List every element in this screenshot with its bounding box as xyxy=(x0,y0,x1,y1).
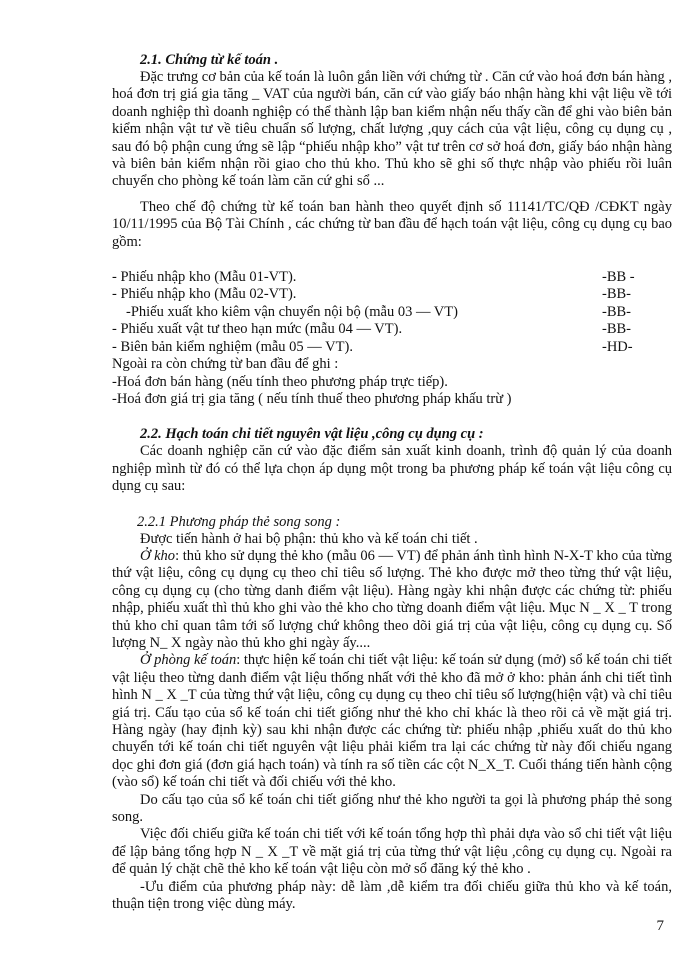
list-item xyxy=(112,339,672,356)
section-2-2-1-para1: Được tiến hành ở hai bộ phận: thủ kho và kế toán chi tiết . xyxy=(140,530,478,547)
extra-intro: Ngoài ra còn chứng từ ban đầu để ghi : xyxy=(112,356,339,373)
section-2-1-para2: Theo chế độ chứng từ kế toán ban hành theo quyết định số 11141/TC/QĐ /CĐKT ngày 10/11/1995 của Bộ Tài Chính , các chứng từ ban đầu để hạch toán vật liệu, công cụ dụng cụ bao gồm: xyxy=(112,198,672,250)
section-2-2-1-title: 2.2.1 Phương pháp thẻ song song : xyxy=(137,513,341,530)
list-item xyxy=(112,269,672,286)
list-item-label: - Phiếu xuất vật tư theo hạn mức (mẫu 04 — VT). xyxy=(112,321,403,338)
list-item-code: -BB- xyxy=(602,303,631,320)
list-item xyxy=(112,286,672,303)
paragraph-viec-doi-chieu: Việc đối chiếu giữa kế toán chi tiết với kế toán tổng hợp thì phải dựa vào sổ chi tiết vật liệu để lập bảng tổng hợp N _ X _T về mặt giá trị của từng thứ vật liệu ,công cụ dụng cụ. Ngoài ra để quản lý chặt chẽ thẻ kho kế toán vật liệu còn mở sổ đăng ký thẻ kho . xyxy=(112,826,672,878)
paragraph-uu-diem: -Ưu điểm của phương pháp này: dễ làm ,dễ kiểm tra đối chiếu giữa thủ kho và kế toán, thuận tiện trong việc dùng máy. xyxy=(112,878,672,913)
kho-paragraph xyxy=(112,548,672,652)
document-list xyxy=(112,269,672,356)
section-2-1-title: 2.1. Chứng từ kế toán . xyxy=(140,52,279,68)
extra-item-2: -Hoá đơn giá trị gia tăng ( nếu tính thuế theo phương pháp khấu trừ ) xyxy=(112,390,512,407)
extra-item-1: -Hoá đơn bán hàng (nếu tính theo phương pháp trực tiếp). xyxy=(112,373,448,390)
section-2-2-para1: Các doanh nghiệp căn cứ vào đặc điểm sản xuất kinh doanh, trình độ quản lý của doanh nghiệp mình từ đó có thể lựa chọn áp dụng một trong ba phương pháp kế toán vật liệu công cụ dụng cụ sau: xyxy=(112,443,672,495)
section-2-1-para1: Đặc trưng cơ bản của kế toán là luôn gắn liền với chứng từ . Căn cứ vào hoá đơn bán hàng , hoá đơn trị giá gia tăng _ VAT của người bán, căn cứ vào giấy báo nhận hàng khi vật liệu về tới doanh nghiệp thì doanh nghiệp có thể thành lập ban kiểm nhận nếu thấy cần để ghi vào biên bản kiểm nhận vật tư về tiêu chuẩn số lượng, chất lượng ,quy cách của vật liệu, công cụ dụng cụ , sau đó bộ phận cung ứng sẽ lập “phiếu nhập kho” vật tư trên cơ sở hoá đơn, giấy báo nhận hàng và biên bản kiểm nhận rồi giao cho thủ kho. Thủ kho sẽ ghi số thực nhập vào phiếu rồi luân chuyển cho phòng kế toán làm căn cứ ghi sổ ... xyxy=(112,69,672,190)
list-item-code: -HD- xyxy=(602,338,633,355)
kho-text: : thủ kho sử dụng thẻ kho (mẫu 06 — VT) để phản ánh tình hình N-X-T kho của từng thứ vật liệu, công cụ dụng cụ theo chỉ tiêu số lượng. Thẻ kho được mở theo từng thứ vật liệu, công cụ dụng cụ (cho từng danh điểm vật liệu). Hàng ngày khi nhận được các chứng từ: phiếu nhập, phiếu xuất thì thủ kho ghi vào thẻ kho cho từng doanh điểm vật liệu. Mục N _ X _ T trong thủ kho chỉ quan tâm tới số lượng chứ không theo dõi giá trị của vật liệu, công cụ dụng cụ. Số lượng N_ X ngày nào thủ kho ghi ngày ấy.... xyxy=(112,547,672,651)
list-item-label: - Phiếu nhập kho (Mẫu 01-VT). xyxy=(112,269,297,286)
list-item-label: - Phiếu nhập kho (Mẫu 02-VT). xyxy=(112,286,297,303)
list-item xyxy=(112,304,672,321)
paragraph-do-cau-tao: Do cấu tạo của sổ kế toán chi tiết giống như thẻ kho người ta gọi là phương pháp thẻ song song. xyxy=(112,791,672,826)
phong-ke-toan-paragraph xyxy=(112,652,672,791)
list-item xyxy=(112,321,672,338)
phong-ke-toan-label: Ở phòng kế toán xyxy=(140,652,237,669)
phong-ke-toan-text: : thực hiện kế toán chi tiết vật liệu: kế toán sử dụng (mở) sổ kế toán chi tiết vật liệu theo từng danh điểm vật liệu thống nhất với thẻ kho đã mở ở kho: phản ánh chi tiết tình hình N _ X _T của từng thứ vật liệu, công cụ dụng cụ theo chỉ tiêu số lượng(hiện vật) và chỉ tiêu giá trị. Cấu tạo của sổ kế toán chi tiết giống như thẻ kho chỉ khác là theo rõi cả về mặt giá trị. Hàng ngày (hay định kỳ) sau khi nhận được các chứng từ: phiếu nhập ,phiếu xuất do thủ kho chuyển tới kế toán chi tiết nguyên vật liệu phải kiểm tra lại các chứng từ này đối chiếu ngang dọc ghi đơn giá (đơn giá hạch toán) và tính ra số tiền các cột N_X_T. Cuối tháng tiến hành cộng (vào sổ) kế toán chi tiết và đối chiếu với thẻ kho. xyxy=(112,652,672,791)
page-number: 7 xyxy=(656,918,664,934)
list-item-code: -BB- xyxy=(602,286,631,303)
list-item-code: -BB - xyxy=(602,269,635,286)
section-2-2-title: 2.2. Hạch toán chi tiết nguyên vật liệu ,công cụ dụng cụ : xyxy=(140,426,484,443)
list-item-label: - Biên bản kiểm nghiệm (mẫu 05 — VT). xyxy=(112,338,353,355)
list-item-code: -BB- xyxy=(602,321,631,338)
document-page xyxy=(112,52,672,913)
list-item-label: -Phiếu xuất kho kiêm vận chuyển nội bộ (mẫu 03 — VT) xyxy=(126,303,458,320)
kho-label: Ở kho xyxy=(140,547,176,564)
